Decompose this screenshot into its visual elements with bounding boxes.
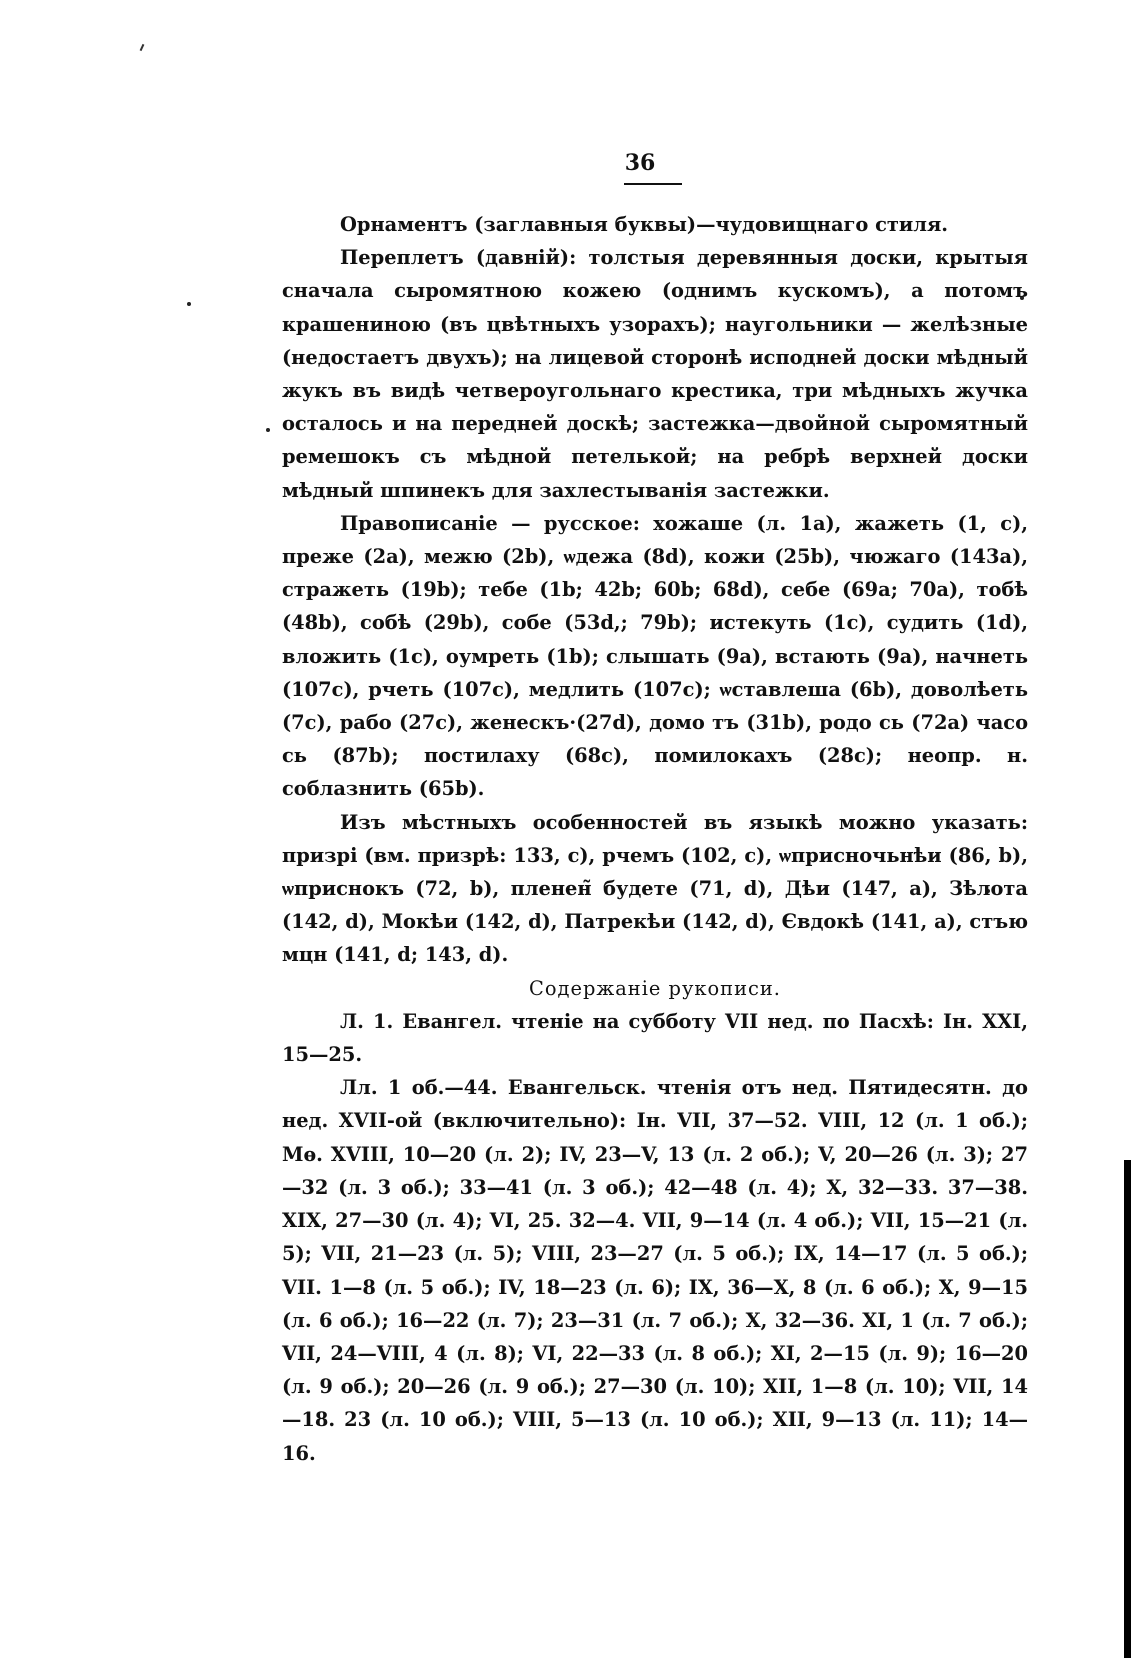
margin-dot [187,302,191,306]
page-number: 36 [624,150,656,176]
margin-tick-mark [140,44,145,51]
section-title: Содержаніе рукописи. [529,976,781,1000]
page-number-rule [624,183,682,185]
orthography-paragraph: Правописаніе — русское: хожаше (л. 1а), жажеть (1, с), преже (2а), межю (2b), ѡдежа (8d), кожи (25b), чюжаго (143а), стражеть (19b); тебе (1b; 42b; 60b; 68d), себе (69а; 70а), тобѣ (48b), собѣ (29b), собе (53d,; 79b); истекуть (1с), судить (1d), вложить (1с), оумреть (1b); слышать (9а), встають (9а), начнеть (107с), рчеть (107с), медлить (107с); ѡставлеша (6b), доволѣеть (7с), рабо (27с), женескъ·(27d), домо тъ (31b), родо сь (72а) часо сь (87b); постилаху (68с), помилокахъ (28с); неопр. н. соблазнить (65b). [282,511,1028,801]
contents-entry: Лл. 1 об.—44. Евангельск. чтенія отъ нед. Пятидесятн. до нед. XVII-ой (включительно): Ін. VII, 37—52. VIII, 12 (л. 1 об.); Мѳ. XVIII, 10—20 (л. 2); IV, 23—V, 13 (л. 2 об.); V, 20—26 (л. 3); 27—32 (л. 3 об.); 33—41 (л. 3 об.); 42—48 (л. 4); X, 32—33. 37—38. XIX, 27—30 (л. 4); VI, 25. 32—4. VII, 9—14 (л. 4 об.); VII, 15—21 (л. 5); VII, 21—23 (л. 5); VIII, 23—27 (л. 5 об.); IX, 14—17 (л. 5 об.); VII. 1—8 (л. 5 об.); IV, 18—23 (л. 6); IX, 36—X, 8 (л. 6 об.); X, 9—15 (л. 6 об.); 16—22 (л. 7); 23—31 (л. 7 об.); X, 32—36. XI, 1 (л. 7 об.); VII, 24—VIII, 4 (л. 8); VI, 22—33 (л. 8 об.); XI, 2—15 (л. 9); 16—20 (л. 9 об.); 20—26 (л. 9 об.); 27—30 (л. 10); XII, 1—8 (л. 10); VII, 14—18. 23 (л. 10 об.); VIII, 5—13 (л. 10 об.); XII, 9—13 (л. 11); 14—16. [282,1076,1028,1465]
local-features-paragraph: Изъ мѣстныхъ особенностей въ языкѣ можно указать: призрі (вм. призрѣ: 133, с), рчемъ (102, с), ѡприсночьнѣи (86, b), ѡприснокъ (72, b), пленен̃ будете (71, d), Дѣи (147, a), Зѣлота (142, d), Мокѣи (142, d), Патрекѣи (142, d), Євдокѣ (141, а), стъю мцн (141, d; 143, d). [282,810,1028,967]
body-text [282,208,1028,1470]
binding-paragraph: Переплетъ (давній): толстыя деревянныя доски, крытыя сначала сыромятною кожею (однимъ кускомъ), а потомъ крашениною (въ цвѣтныхъ узорахъ); наугольники — желѣзные (недостаетъ двухъ); на лицевой сторонѣ исподней доски мѣдный жукъ въ видѣ четвероугольнаго крестика, три мѣдныхъ жучка осталось и на передней доскѣ; застежка—двойной сыромятный ремешокъ съ мѣдной петелькой; на ребрѣ верхней доски мѣдный шпинекъ для захлестыванія застежки. [282,246,1028,502]
contents-entry: Л. 1. Евангел. чтеніе на субботу VII нед. по Пасхѣ: Ін. XXI, 15—25. [282,1009,1028,1067]
margin-dot [266,428,270,432]
scan-edge-bar [1124,1160,1131,1658]
ornament-paragraph: Орнаментъ (заглавныя буквы)—чудовищнаго стиля. [340,213,949,236]
